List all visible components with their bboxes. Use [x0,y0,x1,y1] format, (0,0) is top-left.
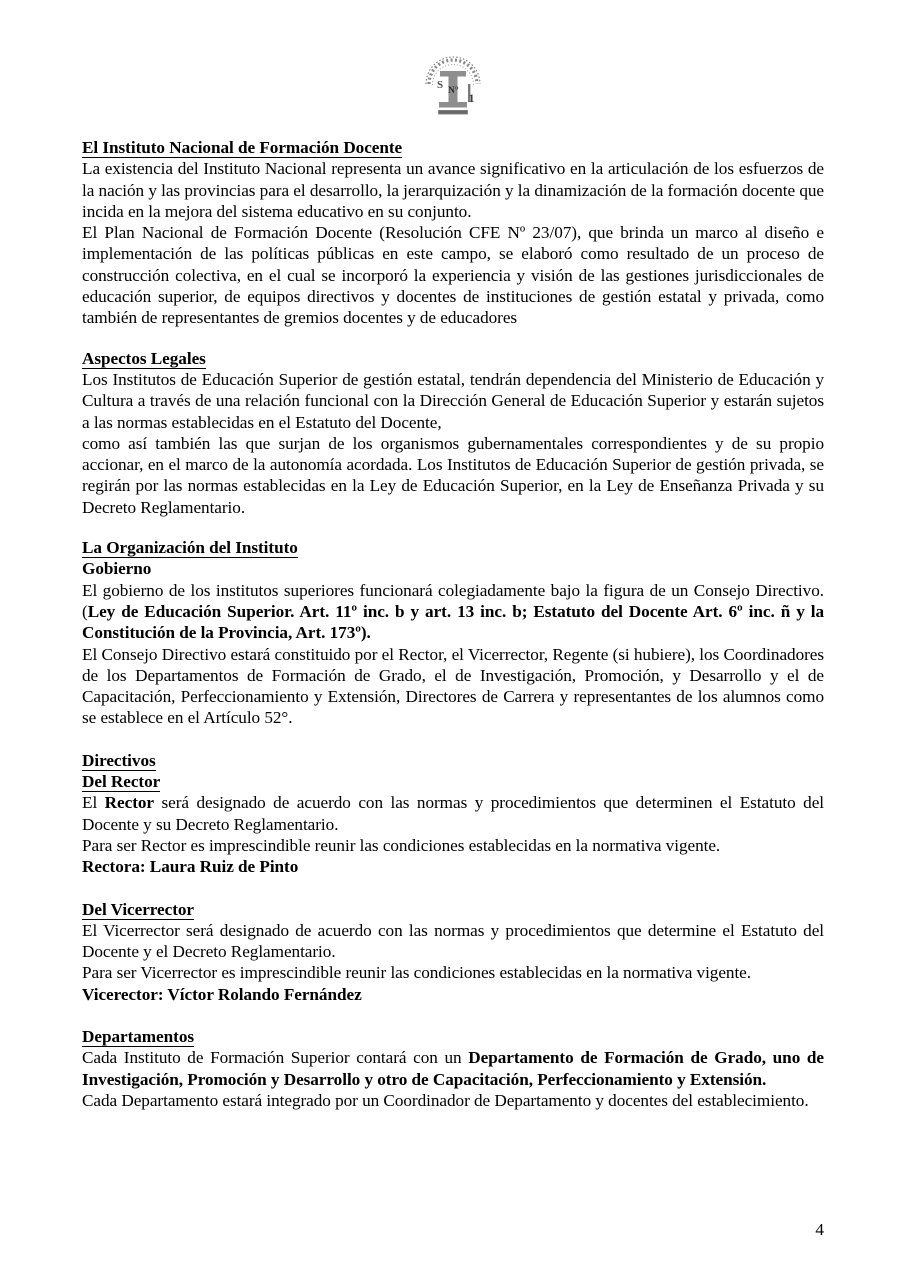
vicerrector-name-text: Vicerector: Víctor Rolando Fernández [82,984,362,1004]
spacer [82,1005,824,1026]
paragraph-gobierno [82,580,829,644]
paragraph-instituto-nacional-2: El Plan Nacional de Formación Docente (Resolución CFE Nº 23/07), que brinda un marco al diseño e implementación de las políticas públicas en este campo, se elaboró como resultado de un proceso de construcción colectiva, en el cual se incorporó la experiencia y visión de las gestiones jurisdiccionales de educación superior, de equipos directivos y docentes de instituciones de gestión estatal y privada, como también de representantes de gremios docentes y de educadores [82,223,829,328]
spacer [82,329,824,348]
paragraph-departamentos-tipos [82,1047,829,1090]
document-body [82,137,829,1111]
paragraph-vicerrector-requisitos: Para ser Vicerrector es imprescindible reunir las condiciones establecidas en la normativa vigente. [82,963,752,983]
vicerrector-name [82,984,824,1005]
paragraph-rector-designacion [82,792,829,835]
heading-text: Aspectos Legales [82,348,206,368]
heading-text: La Organización del Instituto [82,538,298,558]
svg-text:S: S [437,79,444,91]
paragraph-aspectos-legales-2: como así también las que surjan de los organismos gubernamentales correspondientes y de su propio accionar, en el marco de la autonomía acordada. Los Institutos de Educación Superior de gestión privada, se regirán por las normas establecidas en la Ley de Educación Superior, en la Ley de Enseñanza Privada y su Decreto Reglamentario. [82,433,829,517]
subheading-text: Del Rector [82,772,161,792]
gobierno-legal-reference: Ley de Educación Superior. Art. 11º inc. b y art. 13 inc. b; Estatuto del Docente Art. 6º inc. ñ y la Constitución de la Provincia, Art. 173º). [82,601,829,643]
rector-text-lead: El [82,793,105,813]
heading-text: Departamentos [82,1026,195,1046]
departamentos-emphasis: Departamento de Formación de Grado, uno de Investigación, Promoción y Desarrollo y otro de Capacitación, Perfeccionamiento y Extensión. [82,1048,829,1089]
heading-text: Del Vicerrector [82,899,195,919]
rector-name [82,856,824,877]
departamentos-text-lead: Cada Instituto de Formación Superior contará con un [82,1048,469,1068]
paragraph-departamentos-integracion: Cada Departamento estará integrado por un Coordinador de Departamento y docentes del establecimiento. [82,1090,809,1110]
paragraph-consejo-directivo: El Consejo Directivo estará constituido por el Rector, el Vicerrector, Regente (si hubiere), los Coordinadores de los Departamentos de Formación de Grado, el de Investigación, Promoción, y Desarrollo y el de Capacitación, Perfeccionamiento y Extensión, Directores de Carrera y representantes de los alumnos como se establece en el Artículo 52°. [82,644,829,728]
svg-text:1: 1 [468,91,475,105]
heading-del-vicerrector [82,899,824,920]
heading-text: El Instituto Nacional de Formación Docente [82,138,403,157]
heading-departamentos [82,1026,824,1047]
page-header [0,0,906,105]
gobierno-text-lead: El gobierno de los institutos superiores funcionará colegiadamente bajo la figura de un Consejo Directivo. ( [82,580,829,621]
rector-emphasis: Rector [104,793,154,813]
svg-text:N°: N° [448,86,459,96]
heading-aspectos-legales [82,348,824,369]
subheading-del-rector [82,771,824,792]
page-number: 4 [815,1220,824,1239]
rector-name-text: Rectora: Laura Ruiz de Pinto [82,857,299,877]
subheading-text: Gobierno [82,559,152,579]
spacer [82,729,824,750]
heading-directivos [82,750,824,771]
heading-organizacion [82,537,824,558]
spacer [82,878,824,899]
heading-text: Directivos [82,750,156,770]
paragraph-instituto-nacional-1: La existencia del Instituto Nacional representa un avance significativo en la articulación de los esfuerzos de la nación y las provincias para el desarrollo, la jerarquización y la dinamización de la formación docente que incida en la mejora del sistema educativo en su conjunto. [82,159,829,221]
paragraph-aspectos-legales-1: Los Institutos de Educación Superior de gestión estatal, tendrán dependencia del Ministerio de Educación y Cultura a través de una relación funcional con la Dirección General de Educación Superior y estarán sujetos a las normas establecidas en el Estatuto del Docente, [82,369,829,432]
rector-text-rest: será designado de acuerdo con las normas y procedimientos que determinen el Estatuto del Docente y su Decreto Reglamentario. [82,793,829,834]
institutional-seal-icon [418,44,488,120]
paragraph-rector-requisitos: Para ser Rector es imprescindible reunir las condiciones establecidas en la normativa vigente. [82,835,721,855]
spacer [82,518,824,537]
heading-instituto-nacional [82,137,824,158]
paragraph-vicerrector-designacion: El Vicerrector será designado de acuerdo con las normas y procedimientos que determine el Estatuto del Docente y el Decreto Reglamentario. [82,920,829,962]
subheading-gobierno [82,558,824,579]
